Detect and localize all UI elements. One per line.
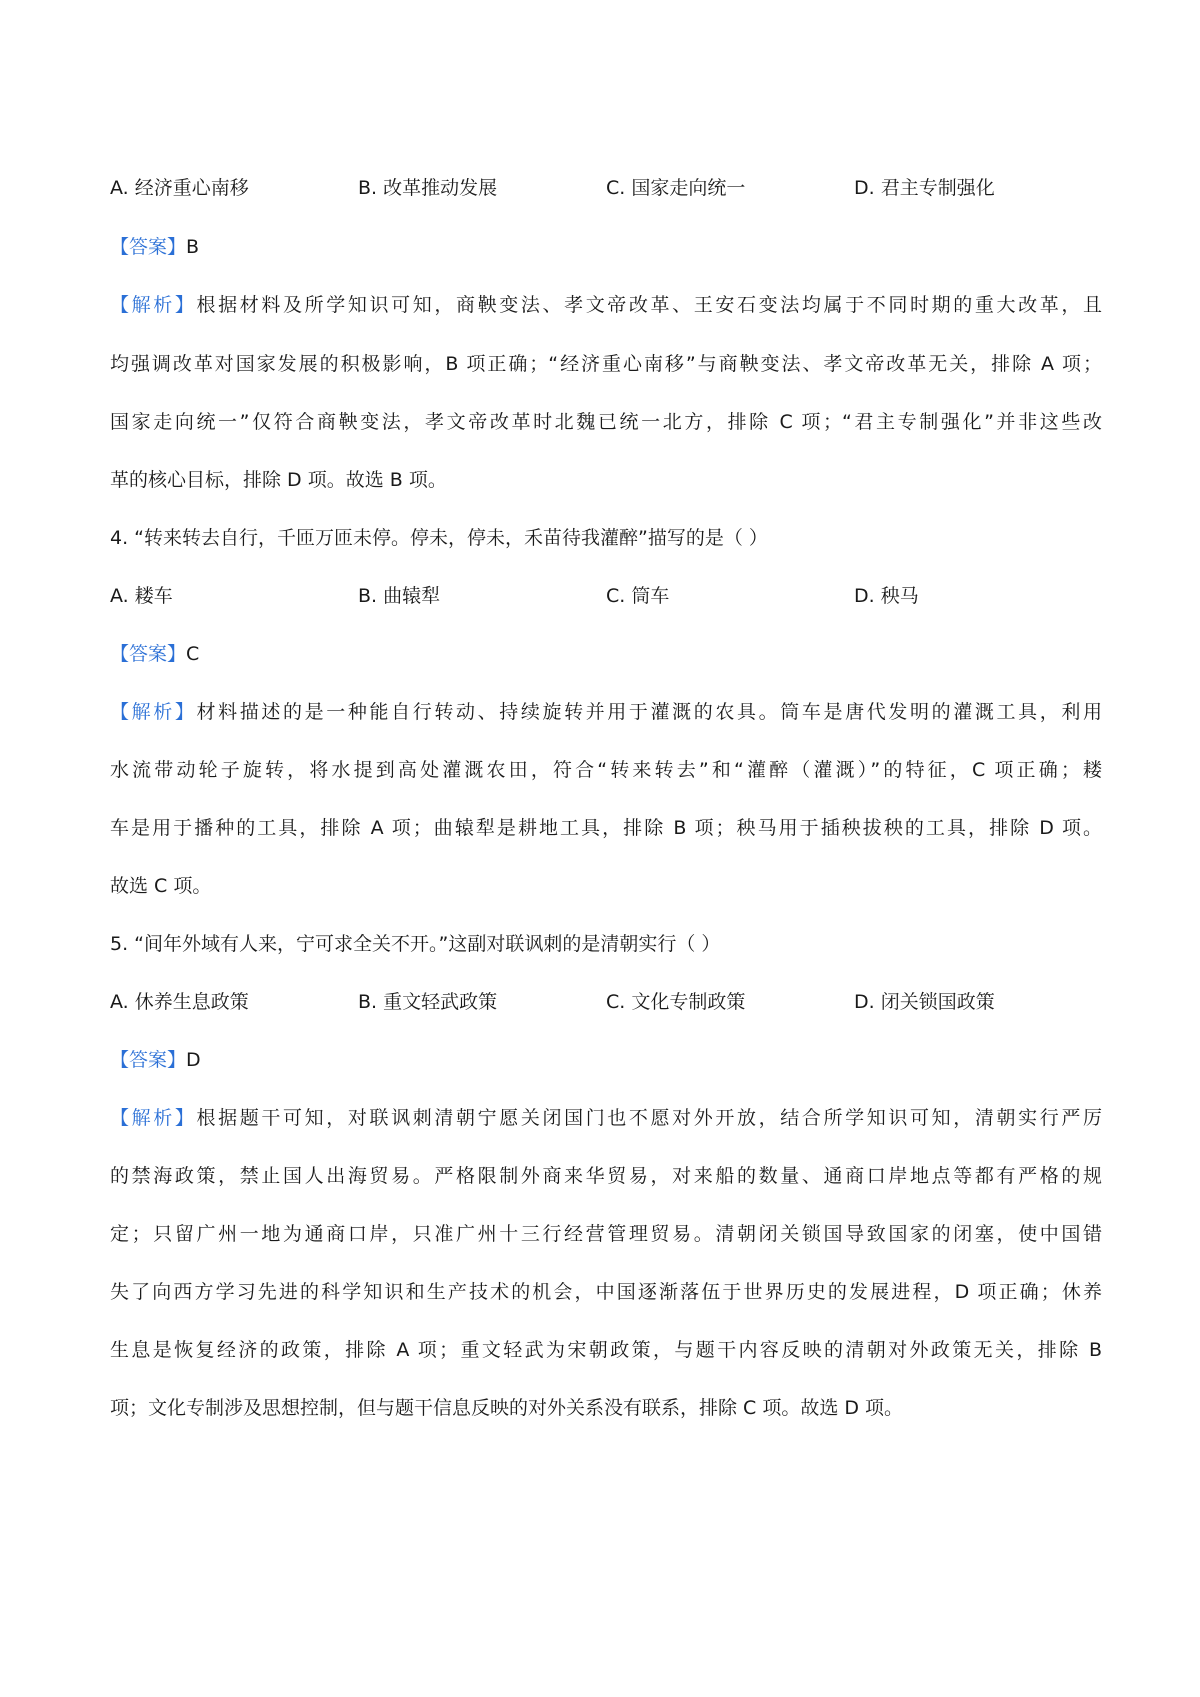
q5-analysis-line-2: 的禁海政策，禁止国人出海贸易。严格限制外商来华贸易，对来船的数量、通商口岸地点等都有严格的规 (110, 1165, 1102, 1187)
q5-analysis-line-6: 项；文化专制涉及思想控制，但与题干信息反映的对外关系没有联系，排除 C 项。故选 D 项。 (110, 1397, 904, 1419)
q4-analysis-line-3: 车是用于播种的工具，排除 A 项；曲辕犁是耕地工具，排除 B 项；秧马用于插秧拔秧的工具，排除 D 项。 (110, 817, 1102, 839)
q4-analysis-line-2: 水流带动轮子旋转，将水提到高处灌溉农田，符合“转来转去”和“灌醉（灌溉）”的特征，C 项正确；耧 (110, 759, 1102, 781)
q5-analysis-line-5: 生息是恢复经济的政策，排除 A 项；重文轻武为宋朝政策，与题干内容反映的清朝对外政策无关，排除 B (110, 1339, 1102, 1361)
q4-option-a: A. 耧车 (110, 585, 173, 607)
q5-option-c: C. 文化专制政策 (606, 991, 746, 1013)
q5-analysis-line-1: 【解析】根据题干可知，对联讽刺清朝宁愿关闭国门也不愿对外开放，结合所学知识可知，清朝实行严厉 (110, 1107, 1102, 1129)
q3-answer (110, 232, 1102, 262)
analysis-tag: 【解析】 (110, 1107, 197, 1129)
q3-analysis-line-4: 革的核心目标，排除 D 项。故选 B 项。 (110, 469, 447, 491)
q3-option-c: C. 国家走向统一 (606, 177, 746, 199)
q5-analysis-line-3: 定；只留广州一地为通商口岸，只准广州十三行经营管理贸易。清朝闭关锁国导致国家的闭塞，使中国错 (110, 1223, 1102, 1245)
answer-value: D (186, 1049, 201, 1071)
q3-options (110, 173, 1102, 203)
q4-option-c: C. 筒车 (606, 585, 670, 607)
answer-tag: 【答案】 (110, 236, 187, 258)
answer-value: B (186, 236, 200, 258)
q3-option-d: D. 君主专制强化 (854, 177, 995, 199)
q4-options (110, 581, 1102, 611)
answer-tag: 【答案】 (110, 1049, 187, 1071)
q3-analysis-line-3: 国家走向统一”仅符合商鞅变法，孝文帝改革时北魏已统一北方，排除 C 项；“君主专制强化”并非这些改 (110, 411, 1102, 433)
q5-answer (110, 1045, 1102, 1075)
q4-answer (110, 639, 1102, 669)
q5-question: 5. “间年外域有人来，宁可求全关不开。”这副对联讽刺的是清朝实行（ ） (110, 933, 721, 955)
q4-analysis-line-4: 故选 C 项。 (110, 875, 212, 897)
q3-option-b: B. 改革推动发展 (358, 177, 498, 199)
q4-option-b: B. 曲辕犁 (358, 585, 441, 607)
q5-option-b: B. 重文轻武政策 (358, 991, 498, 1013)
q4-option-d: D. 秧马 (854, 585, 919, 607)
q3-analysis-line-2: 均强调改革对国家发展的积极影响，B 项正确；“经济重心南移”与商鞅变法、孝文帝改革无关，排除 A 项； (110, 353, 1102, 375)
q5-option-d: D. 闭关锁国政策 (854, 991, 995, 1013)
q4-question: 4. “转来转去自行，千匝万匝未停。停未，停未，禾苗待我灌醉”描写的是（ ） (110, 527, 768, 549)
answer-tag: 【答案】 (110, 643, 187, 665)
analysis-tag: 【解析】 (110, 701, 197, 723)
answer-value: C (186, 643, 200, 665)
q4-analysis-line-1: 【解析】材料描述的是一种能自行转动、持续旋转并用于灌溉的农具。筒车是唐代发明的灌溉工具，利用 (110, 701, 1102, 723)
analysis-tag: 【解析】 (110, 294, 197, 316)
q5-options (110, 987, 1102, 1017)
q5-option-a: A. 休养生息政策 (110, 991, 249, 1013)
q5-analysis-line-4: 失了向西方学习先进的科学知识和生产技术的机会，中国逐渐落伍于世界历史的发展进程，D 项正确；休养 (110, 1281, 1102, 1303)
q3-analysis-line-1: 【解析】根据材料及所学知识可知，商鞅变法、孝文帝改革、王安石变法均属于不同时期的重大改革，且 (110, 294, 1102, 316)
q3-option-a: A. 经济重心南移 (110, 177, 249, 199)
